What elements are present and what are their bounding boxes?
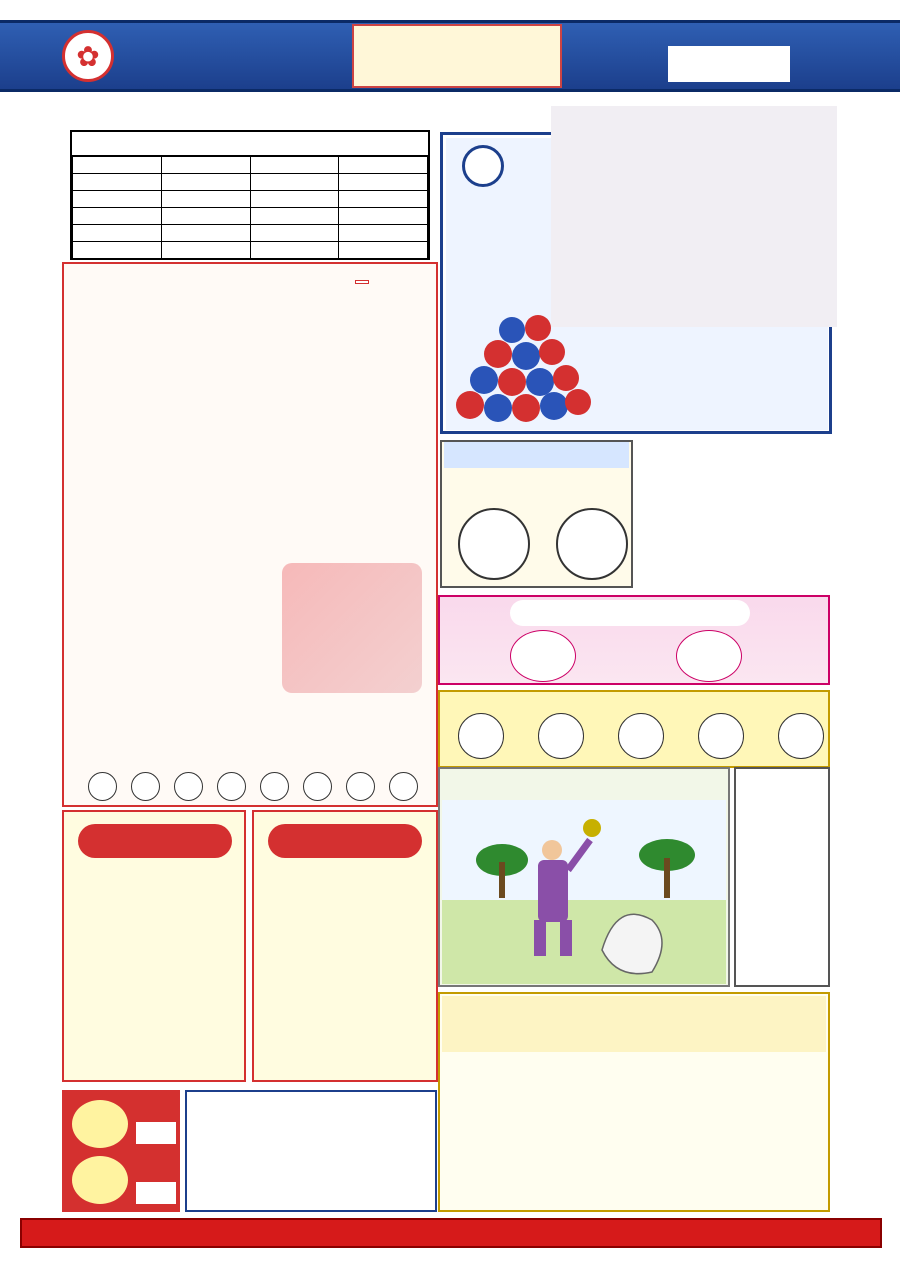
selected-numbers [88,772,418,801]
confidential-tag [355,280,369,284]
secret-picture [282,563,422,693]
cell [250,208,339,225]
number-ball [618,713,664,759]
meeting-panel [62,262,438,807]
almanac-title-bar [442,996,826,1052]
footer-disclaimer [20,1218,882,1248]
special-forecast-title-bar [78,824,232,858]
cell [73,208,162,225]
cell [161,174,250,191]
draw-ball [72,1156,128,1204]
cell [73,225,162,242]
number-ball [346,772,375,801]
col-header [250,157,339,174]
lucky-zodiac-title-bar [510,600,750,626]
special-code-title-bar [444,442,629,468]
gold-formula-panel [185,1090,437,1212]
monkey-icon [676,630,742,682]
special-code-odd [556,508,628,580]
number-ball [88,772,117,801]
number-ball [217,772,246,801]
number-ball [131,772,160,801]
cell [250,174,339,191]
number-ball [538,713,584,759]
number-ball [389,772,418,801]
issue-number [668,46,790,82]
number-ball [698,713,744,759]
marksix-left-strip [30,125,58,1215]
cell [73,242,162,259]
number-ball [303,772,332,801]
marksix-top-strip [30,100,550,122]
cell [339,191,428,208]
number-ball [458,713,504,759]
count-value [136,1182,176,1204]
gate-table [70,130,430,260]
leopard-icon [510,630,576,682]
cell [339,208,428,225]
zodiac-poem-title-bar [268,824,422,858]
col-header [73,157,162,174]
col-header [339,157,428,174]
cell [339,174,428,191]
cell [250,191,339,208]
table-row [73,242,428,259]
draw-ball [72,1100,128,1148]
count-value [136,1122,176,1144]
table-row [73,208,428,225]
cell [73,191,162,208]
numbers-row [458,713,824,759]
table-row [73,225,428,242]
cell [161,225,250,242]
number-ball [174,772,203,801]
number-ball [260,772,289,801]
blank-overlay [551,106,837,327]
cell [250,225,339,242]
cell [339,242,428,259]
special-code-big [458,508,530,580]
cell [250,242,339,259]
one-word-panel [734,767,830,987]
cell [161,242,250,259]
bauhinia-logo-icon: ✿ [62,30,114,82]
col-header [161,157,250,174]
table-row [73,191,428,208]
masthead-title [352,24,562,88]
cell [161,208,250,225]
treasure-map-illustration [442,800,726,984]
table-row [73,174,428,191]
cell [161,191,250,208]
gate-table-title [72,132,428,156]
cell [339,225,428,242]
number-ball [778,713,824,759]
cell [73,174,162,191]
logo-emblem-icon [462,145,504,187]
lottery-balls-illustration [450,310,595,425]
marksix-right-strip [842,325,870,1215]
